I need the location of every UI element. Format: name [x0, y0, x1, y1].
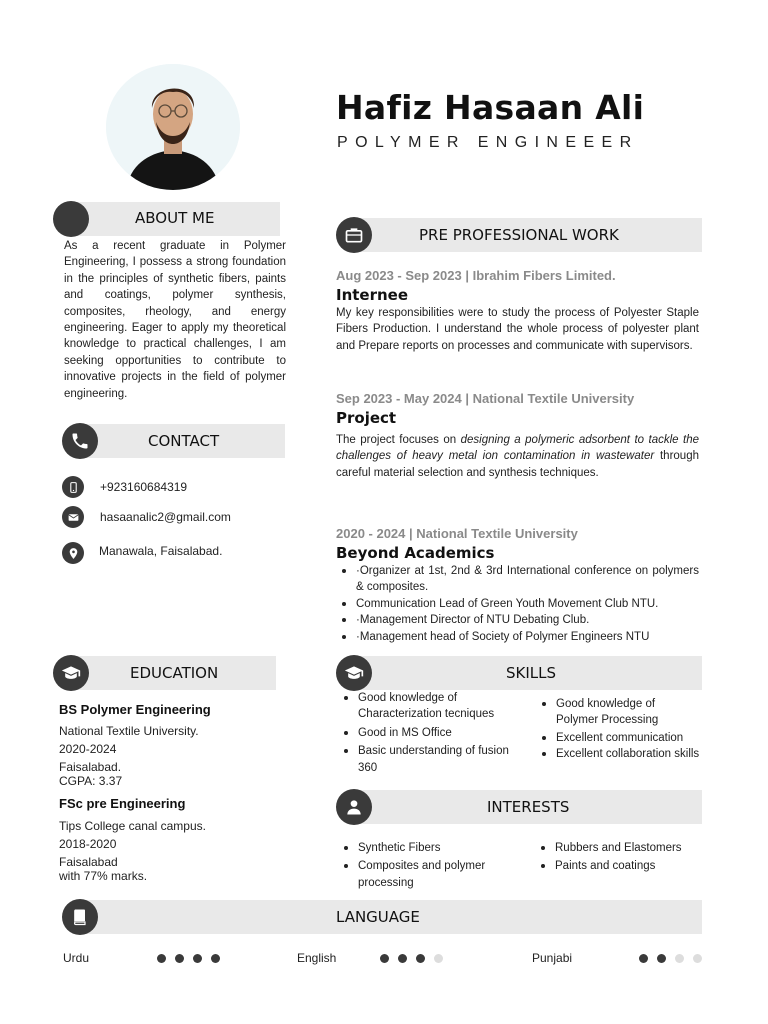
skills-title: SKILLS — [506, 664, 557, 682]
rating-dot — [434, 954, 443, 963]
work-description: The project focuses on designing a polymeric adsorbent to tackle the challenges of heavy metal ion contamination in wastewater through careful material selection and synthesis techniques. — [336, 434, 699, 479]
phone-icon — [70, 431, 90, 451]
list-item: ·Management head of Society of Polymer Engineers NTU — [336, 629, 699, 645]
profile-photo — [106, 64, 240, 190]
interest-item: Rubbers and Elastomers — [535, 840, 710, 856]
work-title: PRE PROFESSIONAL WORK — [419, 226, 619, 244]
rating-dot — [693, 954, 702, 963]
rating-dot — [193, 954, 202, 963]
rating-dot — [657, 954, 666, 963]
education-degree: FSc pre Engineering — [59, 796, 186, 811]
education-line: National Textile University. — [59, 724, 199, 738]
education-section-icon — [53, 655, 89, 691]
work-date: Aug 2023 - Sep 2023 | Ibrahim Fibers Limited. — [336, 268, 616, 283]
work-date: 2020 - 2024 | National Textile University — [336, 526, 578, 541]
about-text: As a recent graduate in Polymer Engineering, I possess a strong foundation in the principles of synthetic fibers, paints and coatings, polymer synthesis, composites, rheology, and energy engineering. Eager to apply my theoretical knowledge to practical challenges, I am seeking opportunities to contribute to innovative projects in the field of polymer engineering. — [64, 240, 286, 400]
education-line: 2018-2020 — [59, 837, 117, 851]
contact-phone[interactable]: +923160684319 — [100, 480, 188, 494]
education-degree: BS Polymer Engineering — [59, 702, 211, 717]
skill-item: Excellent collaboration skills — [536, 746, 706, 762]
rating-dot — [398, 954, 407, 963]
work-section-icon — [336, 217, 372, 253]
education-item — [59, 796, 206, 883]
education-line: 2020-2024 — [59, 742, 117, 756]
interests-list-right — [535, 840, 710, 875]
list-item: ·Organizer at 1st, 2nd & 3rd International conference on polymers & composites. — [336, 563, 699, 596]
list-item: ·Management Director of NTU Debating Club. — [336, 612, 699, 628]
work-entry — [336, 391, 699, 481]
person-icon — [344, 797, 364, 817]
interests-section-icon — [336, 789, 372, 825]
activities-list — [336, 563, 699, 645]
about-title: ABOUT ME — [135, 209, 215, 227]
education-line: CGPA: 3.37 — [59, 774, 123, 788]
list-item: Communication Lead of Green Youth Movement Club NTU. — [336, 596, 699, 612]
education-line: Faisalabad — [59, 855, 118, 869]
skill-item: Basic understanding of fusion 360 — [338, 743, 518, 776]
language-name: Punjabi — [532, 951, 573, 965]
rating-dot — [639, 954, 648, 963]
skills-list-right — [536, 696, 706, 763]
graduation-cap-icon — [61, 663, 81, 683]
graduation-cap-icon — [344, 663, 364, 683]
book-icon — [70, 907, 90, 927]
work-date: Sep 2023 - May 2024 | National Textile University — [336, 391, 635, 406]
skill-item: Good in MS Office — [338, 725, 518, 741]
email-icon — [62, 506, 84, 528]
about-icon — [53, 201, 89, 237]
rating-dot — [416, 954, 425, 963]
skill-item: Good knowledge of Polymer Processing — [536, 696, 681, 729]
contact-title: CONTACT — [148, 432, 220, 450]
mobile-icon — [62, 476, 84, 498]
education-line: Faisalabad. — [59, 760, 122, 774]
location-icon — [62, 542, 84, 564]
education-title: EDUCATION — [130, 664, 219, 682]
education-line: with 77% marks. — [59, 869, 148, 883]
work-role: Internee — [336, 286, 409, 304]
briefcase-icon — [344, 225, 364, 245]
rating-dot — [211, 954, 220, 963]
contact-address: Manawala, Faisalabad. — [99, 544, 223, 558]
interest-item: Paints and coatings — [535, 858, 710, 874]
person-name: Hafiz Hasaan Ali — [336, 88, 645, 127]
skill-item: Good knowledge of Characterization tecniques — [338, 690, 518, 723]
work-role: Beyond Academics — [336, 544, 495, 562]
interest-item: Composites and polymer processing — [338, 858, 518, 891]
education-item — [59, 702, 211, 788]
language-name: English — [297, 951, 337, 965]
language-section-icon — [62, 899, 98, 935]
skill-item: Excellent communication — [536, 730, 706, 746]
work-entry — [336, 268, 699, 354]
phone-section-icon — [62, 423, 98, 459]
work-role: Project — [336, 409, 397, 427]
rating-dot — [175, 954, 184, 963]
job-role: POLYMER ENGINEEER — [337, 134, 639, 151]
interest-item: Synthetic Fibers — [338, 840, 518, 856]
rating-dot — [157, 954, 166, 963]
interests-list-left — [338, 840, 518, 891]
contact-email[interactable]: hasaanalic2@gmail.com — [100, 510, 231, 524]
work-description: My key responsibilities were to study the process of Polyester Staple Fibers Production. I understand the whole process of polyester plant and Prepare reports on processes and communicate with supervisors. — [336, 307, 699, 352]
skills-section-icon — [336, 655, 372, 691]
skills-list-left — [338, 690, 518, 776]
interests-title: INTERESTS — [487, 798, 570, 816]
work-entry — [336, 526, 699, 645]
language-title: LANGUAGE — [336, 908, 420, 926]
rating-dot — [380, 954, 389, 963]
education-line: Tips College canal campus. — [59, 819, 206, 833]
language-name: Urdu — [63, 951, 90, 965]
rating-dot — [675, 954, 684, 963]
